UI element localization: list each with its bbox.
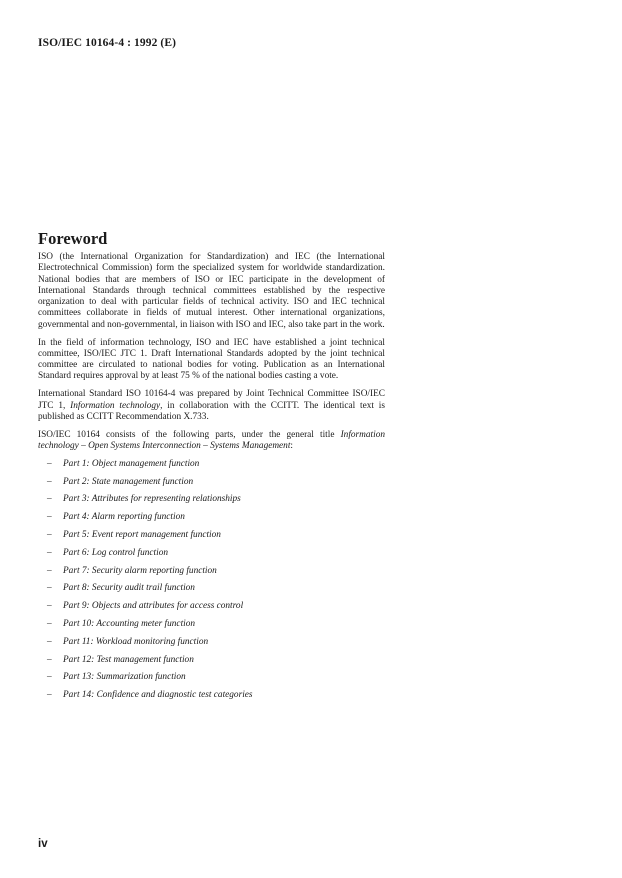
list-dash: – <box>47 512 52 523</box>
part-title: Part 14: Confidence and diagnostic test categories <box>63 690 253 701</box>
parts-intro-text-a: ISO/IEC 10164 consists of the following parts, under the general title <box>38 429 341 440</box>
parts-intro-text-b: : <box>290 440 294 451</box>
paragraph-parts-intro <box>38 430 385 453</box>
part-title: Part 1: Object management function <box>63 458 200 469</box>
list-dash: – <box>47 476 52 487</box>
foreword-body <box>38 252 385 708</box>
list-dash: – <box>47 565 52 576</box>
part-title: Part 10: Accounting meter function <box>63 618 196 629</box>
part-title: Part 6: Log control function <box>63 547 169 558</box>
paragraph-jtc1: In the field of information technology, ISO and IEC have established a joint technical committee, ISO/IEC JTC 1. Draft International Standards adopted by the joint technical committee are circulated to national bodies for voting. Publication as an International Standard requires approval by at least 75 % of the national bodies casting a vote. <box>38 337 385 382</box>
parts-list <box>38 459 385 708</box>
list-item <box>38 583 385 601</box>
part-title: Part 9: Objects and attributes for access control <box>63 601 244 612</box>
list-dash: – <box>47 618 52 629</box>
paragraph-preparation-text-b: , in collaboration with the CCITT. The identical text is published as CCITT Recommendation X.733. <box>38 400 385 422</box>
paragraph-preparation-emphasis: Information technology <box>70 400 161 411</box>
list-dash: – <box>47 654 52 665</box>
part-title: Part 7: Security alarm reporting function <box>63 565 217 576</box>
list-item <box>38 459 385 477</box>
list-dash: – <box>47 458 52 469</box>
page-title: Foreword <box>38 229 108 248</box>
list-item <box>38 637 385 655</box>
list-dash: – <box>47 636 52 647</box>
part-title: Part 2: State management function <box>63 476 194 487</box>
list-item <box>38 548 385 566</box>
part-title: Part 13: Summarization function <box>63 672 186 683</box>
part-title: Part 8: Security audit trail function <box>63 583 195 594</box>
page-number: iv <box>38 838 48 850</box>
list-item <box>38 655 385 673</box>
list-dash: – <box>47 494 52 505</box>
list-item <box>38 619 385 637</box>
list-dash: – <box>47 529 52 540</box>
part-title: Part 4: Alarm reporting function <box>63 512 185 523</box>
list-dash: – <box>47 583 52 594</box>
parts-intro-general-title: Information technology – Open Systems Interconnection – Systems Management <box>38 429 385 451</box>
list-dash: – <box>47 547 52 558</box>
document-header: ISO/IEC 10164-4 : 1992 (E) <box>38 37 177 49</box>
list-item <box>38 566 385 584</box>
part-title: Part 12: Test management function <box>63 654 194 665</box>
list-dash: – <box>47 672 52 683</box>
list-item <box>38 477 385 495</box>
list-dash: – <box>47 690 52 701</box>
paragraph-iso-iec: ISO (the International Organization for Standardization) and IEC (the International Electrotechnical Commission) form the specialized system for worldwide standardization. National bodies that are members of ISO or IEC participate in the development of International Standards through technical committees established by the respective organization to deal with particular fields of technical activity. ISO and IEC technical committees collaborate in fields of mutual interest. Other international organizations, governmental and non-governmental, in liaison with ISO and IEC, also take part in the work. <box>38 252 385 330</box>
paragraph-preparation-text-a: International Standard ISO 10164-4 was prepared by Joint Technical Committee ISO/IEC JTC 1, <box>38 389 385 411</box>
list-dash: – <box>47 601 52 612</box>
list-item <box>38 530 385 548</box>
list-item <box>38 690 385 708</box>
list-item <box>38 672 385 690</box>
list-item <box>38 494 385 512</box>
part-title: Part 11: Workload monitoring function <box>63 636 209 647</box>
list-item <box>38 601 385 619</box>
part-title: Part 5: Event report management function <box>63 529 221 540</box>
paragraph-preparation <box>38 389 385 423</box>
list-item <box>38 512 385 530</box>
part-title: Part 3: Attributes for representing relationships <box>63 494 241 505</box>
